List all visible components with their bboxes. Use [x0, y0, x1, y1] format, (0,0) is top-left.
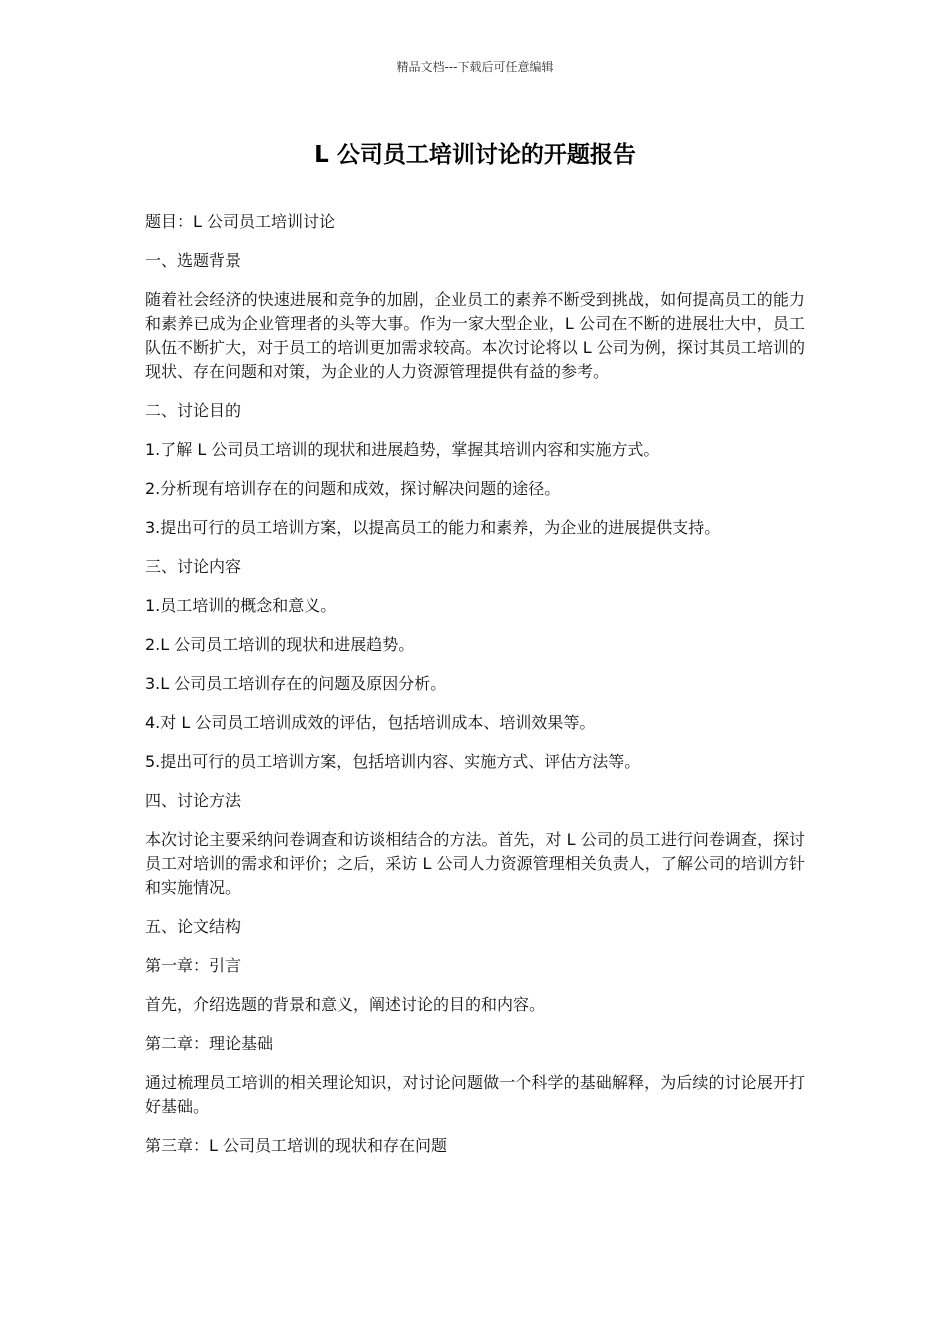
- chapter-2-heading: 第二章：理论基础: [145, 1034, 274, 1053]
- document-title: L 公司员工培训讨论的开题报告: [314, 142, 636, 168]
- method-paragraph: 本次讨论主要采纳问卷调查和访谈相结合的方法。首先，对 L 公司的员工进行问卷调查，探讨员工对培训的需求和评价；之后，采访 L 公司人力资源管理相关负责人，了解公司的培训方针和实施情况。: [145, 830, 805, 897]
- purpose-item-3: 3.提出可行的员工培训方案，以提高员工的能力和素养，为企业的进展提供支持。: [145, 518, 721, 537]
- document-body: [145, 210, 805, 1173]
- content-item-3: 3.L 公司员工培训存在的问题及原因分析。: [145, 674, 447, 693]
- section-heading-structure: 五、论文结构: [145, 917, 242, 936]
- purpose-item-2: 2.分析现有培训存在的问题和成效，探讨解决问题的途径。: [145, 479, 561, 498]
- chapter-3-heading: 第三章：L 公司员工培训的现状和存在问题: [145, 1136, 448, 1155]
- section-heading-method: 四、讨论方法: [145, 791, 242, 810]
- section-heading-content: 三、讨论内容: [145, 557, 242, 576]
- chapter-1-text: 首先，介绍选题的背景和意义，阐述讨论的目的和内容。: [145, 995, 546, 1014]
- topic-line: 题目：L 公司员工培训讨论: [145, 212, 336, 231]
- background-paragraph: 随着社会经济的快速进展和竞争的加剧，企业员工的素养不断受到挑战，如何提高员工的能力和素养已成为企业管理者的头等大事。作为一家大型企业，L 公司在不断的进展壮大中，员工队伍不断扩大，对于员工的培训更加需求较高。本次讨论将以 L 公司为例，探讨其员工培训的现状、存在问题和对策，为企业的人力资源管理提供有益的参考。: [145, 290, 805, 381]
- content-item-1: 1.员工培训的概念和意义。: [145, 596, 337, 615]
- chapter-2-text: 通过梳理员工培训的相关理论知识，对讨论问题做一个科学的基础解释，为后续的讨论展开打好基础。: [145, 1073, 805, 1116]
- section-heading-background: 一、选题背景: [145, 251, 242, 270]
- chapter-1-heading: 第一章：引言: [145, 956, 242, 975]
- content-item-4: 4.对 L 公司员工培训成效的评估，包括培训成本、培训效果等。: [145, 713, 596, 732]
- content-item-2: 2.L 公司员工培训的现状和进展趋势。: [145, 635, 415, 654]
- header-note: 精品文档---下载后可任意编辑: [396, 60, 554, 74]
- section-heading-purpose: 二、讨论目的: [145, 401, 242, 420]
- purpose-item-1: 1.了解 L 公司员工培训的现状和进展趋势，掌握其培训内容和实施方式。: [145, 440, 660, 459]
- content-item-5: 5.提出可行的员工培训方案，包括培训内容、实施方式、评估方法等。: [145, 752, 641, 771]
